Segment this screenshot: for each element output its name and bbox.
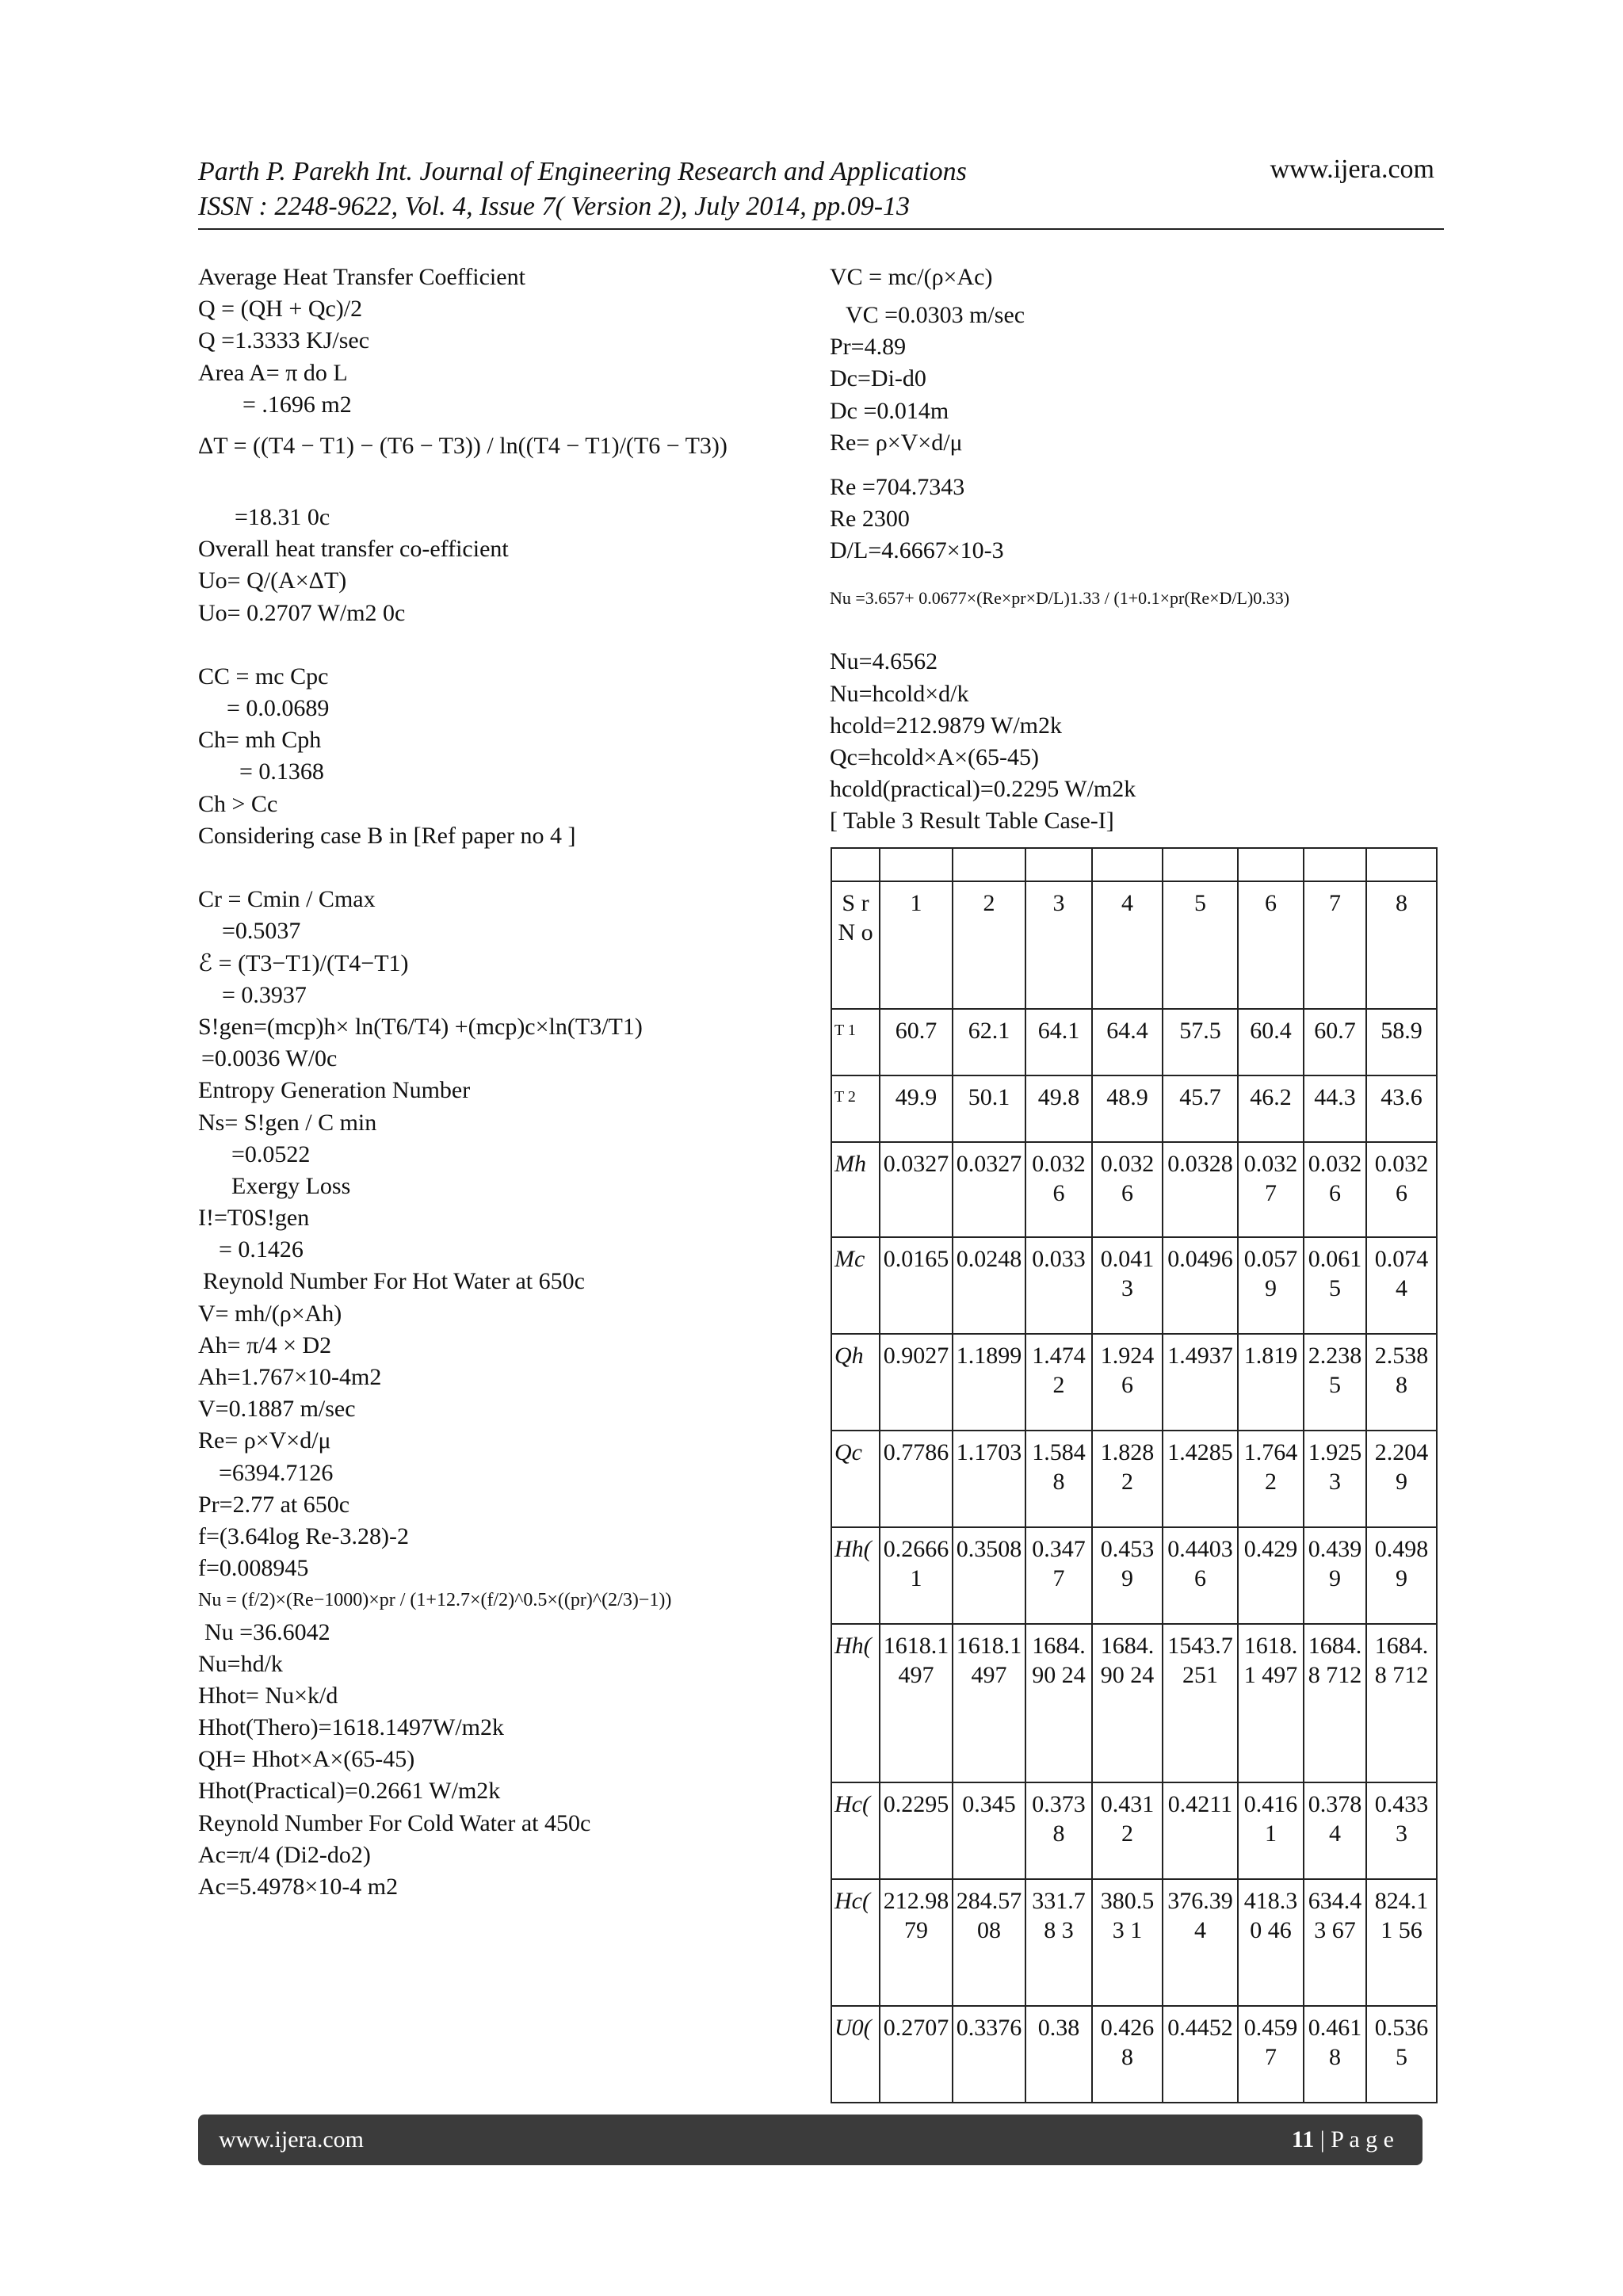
table-cell: 0.4333 <box>1366 1782 1437 1879</box>
table-cell: 0.0744 <box>1366 1237 1437 1334</box>
table-cell: 2.2049 <box>1366 1431 1437 1527</box>
equation-line: Q = (QH + Qc)/2 <box>198 296 363 323</box>
journal-citation-line-1: Parth P. Parekh Int. Journal of Engineering Research and Applications <box>198 157 967 186</box>
equation-line: hcold(practical)=0.2295 W/m2k <box>830 776 1136 803</box>
equation-line: D/L=4.6667×10-3 <box>830 537 1004 564</box>
result-table-case-1 <box>831 847 1438 2103</box>
table-cell: 0.0579 <box>1238 1237 1304 1334</box>
table-cell: 1.8282 <box>1092 1431 1163 1527</box>
equation-line: Entropy Generation Number <box>198 1077 471 1104</box>
table-cell: 1543.7 251 <box>1163 1624 1238 1782</box>
equation-line: Considering case B in [Ref paper no 4 ] <box>198 822 576 849</box>
table-caption: [ Table 3 Result Table Case-I] <box>830 808 1114 835</box>
footer-website-link[interactable]: www.ijera.com <box>219 2126 364 2153</box>
equation-line: Nu=hcold×d/k <box>830 680 969 707</box>
left-column-text <box>198 262 816 1903</box>
table-cell: 0.429 <box>1238 1527 1304 1624</box>
table-cell: 824.11 56 <box>1366 1879 1437 2006</box>
equation-line: Nu=4.6562 <box>830 648 938 675</box>
equation-line: Ns= S!gen / C min <box>198 1109 377 1136</box>
table-cell: 1684.8 712 <box>1304 1624 1366 1782</box>
equation-line: Pr=2.77 at 650c <box>198 1491 350 1518</box>
header-cell: 1 <box>880 881 953 1009</box>
equation-line: I!=T0S!gen <box>198 1205 310 1232</box>
table-cell: 0.0496 <box>1163 1237 1238 1334</box>
row-label: T 1 <box>831 1009 880 1075</box>
table-top-row <box>831 848 1437 881</box>
equation-line: Nu = (f/2)×(Re−1000)×pr / (1+12.7×(f/2)^0.5×((pr)^(2/3)−1)) <box>198 1590 672 1611</box>
table-cell: 0.4452 <box>1163 2006 1238 2103</box>
table-cell: 0.4161 <box>1238 1782 1304 1879</box>
table-cell: 1.819 <box>1238 1334 1304 1431</box>
equation-line: Pr=4.89 <box>830 334 907 361</box>
table-cell: 1.9253 <box>1304 1431 1366 1527</box>
equation-line: = 0.1368 <box>239 758 324 785</box>
table-cell: 44.3 <box>1304 1075 1366 1142</box>
equation-line: QH= Hhot×A×(65-45) <box>198 1746 415 1773</box>
table-cell: 0.2707 <box>880 2006 953 2103</box>
table-cell: 0.4618 <box>1304 2006 1366 2103</box>
equation-line: Ac=5.4978×10-4 m2 <box>198 1874 399 1900</box>
table-cell: 1.7642 <box>1238 1431 1304 1527</box>
equation-line: = 0.3937 <box>222 981 307 1008</box>
equation-line: Dc =0.014m <box>830 397 949 424</box>
table-row <box>831 1879 1437 2006</box>
equation-line: = 0.0.0689 <box>227 695 330 722</box>
equation-line: VC =0.0303 m/sec <box>846 302 1025 328</box>
header-cell: 3 <box>1025 881 1092 1009</box>
table-cell: 0.0327 <box>953 1142 1025 1237</box>
header-cell: 7 <box>1304 881 1366 1009</box>
table-cell: 0.4211 <box>1163 1782 1238 1879</box>
row-label: U0( <box>831 2006 880 2103</box>
table-row <box>831 1075 1437 1142</box>
table-row <box>831 1237 1437 1334</box>
equation-line: Reynold Number For Cold Water at 450c <box>198 1809 591 1836</box>
equation-line: f=(3.64log Re-3.28)-2 <box>198 1522 410 1549</box>
equation-line: Cr = Cmin / Cmax <box>198 886 376 913</box>
table-cell: 0.4597 <box>1238 2006 1304 2103</box>
equation-line: =6394.7126 <box>219 1459 334 1486</box>
table-cell: 58.9 <box>1366 1009 1437 1075</box>
equation-line: Average Heat Transfer Coefficient <box>198 264 525 290</box>
table-cell: 0.7786 <box>880 1431 953 1527</box>
table-cell: 0.4403 6 <box>1163 1527 1238 1624</box>
row-label: Hh( <box>831 1624 880 1782</box>
table-cell: 1618.1 497 <box>953 1624 1025 1782</box>
table-cell: 64.1 <box>1025 1009 1092 1075</box>
equation-line: Ch > Cc <box>198 790 278 817</box>
table-cell: 0.5365 <box>1366 2006 1437 2103</box>
table-row <box>831 1009 1437 1075</box>
equation-line: V=0.1887 m/sec <box>198 1396 356 1423</box>
page-label: | P a g e <box>1314 2126 1394 2153</box>
table-row <box>831 1624 1437 1782</box>
header-cell: 8 <box>1366 881 1437 1009</box>
page-number: 11 <box>1291 2126 1315 2153</box>
equation-line: Hhot(Thero)=1618.1497W/m2k <box>198 1714 505 1741</box>
equation-line: Area A= π do L <box>198 359 348 386</box>
table-cell: 2.2385 <box>1304 1334 1366 1431</box>
table-cell: 45.7 <box>1163 1075 1238 1142</box>
table-cell: 380.53 1 <box>1092 1879 1163 2006</box>
equation-line: Uo= 0.2707 W/m2 0c <box>198 599 406 626</box>
table-row <box>831 1334 1437 1431</box>
row-label: Hc( <box>831 1782 880 1879</box>
table-cell: 0.38 <box>1025 2006 1092 2103</box>
table-cell: 1684.90 24 <box>1092 1624 1163 1782</box>
equation-line: Ac=π/4 (Di2-do2) <box>198 1841 371 1868</box>
table-cell: 212.98 79 <box>880 1879 953 2006</box>
table-cell: 0.9027 <box>880 1334 953 1431</box>
table-cell: 331.78 3 <box>1025 1879 1092 2006</box>
header-website-link[interactable]: www.ijera.com <box>1270 155 1434 184</box>
table-cell: 376.39 4 <box>1163 1879 1238 2006</box>
table-cell: 46.2 <box>1238 1075 1304 1142</box>
table-row <box>831 1782 1437 1879</box>
table-cell: 1.4285 <box>1163 1431 1238 1527</box>
equation-line: Nu=hd/k <box>198 1650 283 1677</box>
table-cell: 0.2295 <box>880 1782 953 1879</box>
page-footer <box>198 2115 1423 2165</box>
equation-line: Qc=hcold×A×(65-45) <box>830 743 1040 770</box>
equation-line: Overall heat transfer co-efficient <box>198 536 509 563</box>
page-number-label <box>1292 2115 1394 2165</box>
row-label: Qc <box>831 1431 880 1527</box>
table-cell: 0.0615 <box>1304 1237 1366 1334</box>
equation-line: ℰ = (T3−T1)/(T4−T1) <box>198 949 409 976</box>
table-cell: 0.4539 <box>1092 1527 1163 1624</box>
header-cell: 6 <box>1238 881 1304 1009</box>
table-cell: 0.0326 <box>1366 1142 1437 1237</box>
equation-line: Re= ρ×V×d/μ <box>198 1427 331 1454</box>
table-cell: 634.43 67 <box>1304 1879 1366 2006</box>
table-row <box>831 1527 1437 1624</box>
table-cell: 0.3508 <box>953 1527 1025 1624</box>
table-cell: 0.0326 <box>1092 1142 1163 1237</box>
table-cell: 0.3376 <box>953 2006 1025 2103</box>
equation-line: Ch= mh Cph <box>198 727 322 754</box>
row-label: Mh <box>831 1142 880 1237</box>
equation-line: S!gen=(mcp)h× ln(T6/T4) +(mcp)c×ln(T3/T1) <box>198 1013 643 1040</box>
table-cell: 1684.90 24 <box>1025 1624 1092 1782</box>
table-cell: 0.3784 <box>1304 1782 1366 1879</box>
table-cell: 0.0165 <box>880 1237 953 1334</box>
table-cell: 1.4742 <box>1025 1334 1092 1431</box>
equation-line: CC = mc Cpc <box>198 663 329 690</box>
table-cell: 0.0413 <box>1092 1237 1163 1334</box>
table-cell: 0.0327 <box>880 1142 953 1237</box>
equation-line: Re= ρ×V×d/μ <box>830 429 963 456</box>
table-cell: 0.0326 <box>1025 1142 1092 1237</box>
table-cell: 0.3738 <box>1025 1782 1092 1879</box>
equation-line: =0.0036 W/0c <box>201 1045 338 1072</box>
equation-line: Exergy Loss <box>231 1172 351 1199</box>
table-cell: 2.5388 <box>1366 1334 1437 1431</box>
equation-line: Ah=1.767×10-4m2 <box>198 1364 382 1390</box>
table-cell: 60.7 <box>880 1009 953 1075</box>
table-cell: 1618.1 497 <box>880 1624 953 1782</box>
equation-line: =18.31 0c <box>235 503 330 530</box>
table-cell: 64.4 <box>1092 1009 1163 1075</box>
table-cell: 1.4937 <box>1163 1334 1238 1431</box>
row-label: Mc <box>831 1237 880 1334</box>
table-row <box>831 2006 1437 2103</box>
table-cell: 0.4312 <box>1092 1782 1163 1879</box>
table-cell: 0.2666 1 <box>880 1527 953 1624</box>
table-cell: 1.1899 <box>953 1334 1025 1431</box>
table-cell: 49.8 <box>1025 1075 1092 1142</box>
table-row <box>831 1142 1437 1237</box>
table-cell: 0.033 <box>1025 1237 1092 1334</box>
equation-line: =0.5037 <box>222 918 301 945</box>
equation-line <box>198 852 816 884</box>
header-cell: 5 <box>1163 881 1238 1009</box>
equation-line: Dc=Di-d0 <box>830 365 926 392</box>
header-cell: 2 <box>953 881 1025 1009</box>
equation-line: V= mh/(ρ×Ah) <box>198 1300 342 1327</box>
table-cell: 0.0248 <box>953 1237 1025 1334</box>
row-label: Hc( <box>831 1879 880 2006</box>
table-cell: 1.5848 <box>1025 1431 1092 1527</box>
equation-line: Q =1.3333 KJ/sec <box>198 327 370 354</box>
equation-line: =0.0522 <box>231 1140 311 1167</box>
table-cell: 49.9 <box>880 1075 953 1142</box>
table-cell: 1618.1 497 <box>1238 1624 1304 1782</box>
table-cell: 284.57 08 <box>953 1879 1025 2006</box>
row-label: T 2 <box>831 1075 880 1142</box>
table-cell: 62.1 <box>953 1009 1025 1075</box>
table-header-row <box>831 881 1437 1009</box>
table-cell: 0.345 <box>953 1782 1025 1879</box>
journal-citation-line-2: ISSN : 2248-9622, Vol. 4, Issue 7( Version 2), July 2014, pp.09-13 <box>198 192 911 221</box>
row-label: Qh <box>831 1334 880 1431</box>
table-cell: 0.4989 <box>1366 1527 1437 1624</box>
table-cell: 418.30 46 <box>1238 1879 1304 2006</box>
right-column-text <box>830 262 1448 837</box>
equation-line: Hhot(Practical)=0.2661 W/m2k <box>198 1778 501 1805</box>
table-cell: 57.5 <box>1163 1009 1238 1075</box>
equation-line: VC = mc/(ρ×Ac) <box>830 264 993 290</box>
table-cell: 0.0327 <box>1238 1142 1304 1237</box>
table-cell: 60.4 <box>1238 1009 1304 1075</box>
table-cell: 0.4399 <box>1304 1527 1366 1624</box>
table-cell: 0.4268 <box>1092 2006 1163 2103</box>
table-cell: 43.6 <box>1366 1075 1437 1142</box>
equation-line: Re 2300 <box>830 505 910 532</box>
equation-line: Nu =3.657+ 0.0677×(Re×pr×D/L)1.33 / (1+0.1×pr(Re×D/L)0.33) <box>830 588 1290 609</box>
page-header <box>198 155 1434 224</box>
equation-line: Uo= Q/(A×ΔT) <box>198 567 347 594</box>
header-rule <box>198 228 1444 230</box>
row-label: Hh( <box>831 1527 880 1624</box>
equation-line: Nu =36.6042 <box>204 1618 330 1645</box>
table-cell: 0.0328 <box>1163 1142 1238 1237</box>
table-cell: 50.1 <box>953 1075 1025 1142</box>
table-cell: 48.9 <box>1092 1075 1163 1142</box>
table-cell: 1.9246 <box>1092 1334 1163 1431</box>
equation-line: Re =704.7343 <box>830 473 965 500</box>
equation-line: = 0.1426 <box>219 1236 304 1263</box>
table-row <box>831 1431 1437 1527</box>
table-cell: 1684.8 712 <box>1366 1624 1437 1782</box>
equation-line: ΔT = ((T4 − T1) − (T6 − T3)) / ln((T4 − T1)/(T6 − T3)) <box>198 432 727 459</box>
header-cell: 4 <box>1092 881 1163 1009</box>
equation-line: = .1696 m2 <box>242 391 352 418</box>
table-cell: 0.3477 <box>1025 1527 1092 1624</box>
equation-line: f=0.008945 <box>198 1555 309 1582</box>
equation-line: Ah= π/4 × D2 <box>198 1331 332 1358</box>
table-cell: 60.7 <box>1304 1009 1366 1075</box>
table-cell: 1.1703 <box>953 1431 1025 1527</box>
equation-line: Reynold Number For Hot Water at 650c <box>203 1268 585 1295</box>
header-cell-srno: S r N o <box>831 881 880 1009</box>
equation-line: Hhot= Nu×k/d <box>198 1682 338 1709</box>
equation-line: hcold=212.9879 W/m2k <box>830 712 1063 739</box>
equation-line <box>198 629 816 661</box>
table-cell: 0.0326 <box>1304 1142 1366 1237</box>
